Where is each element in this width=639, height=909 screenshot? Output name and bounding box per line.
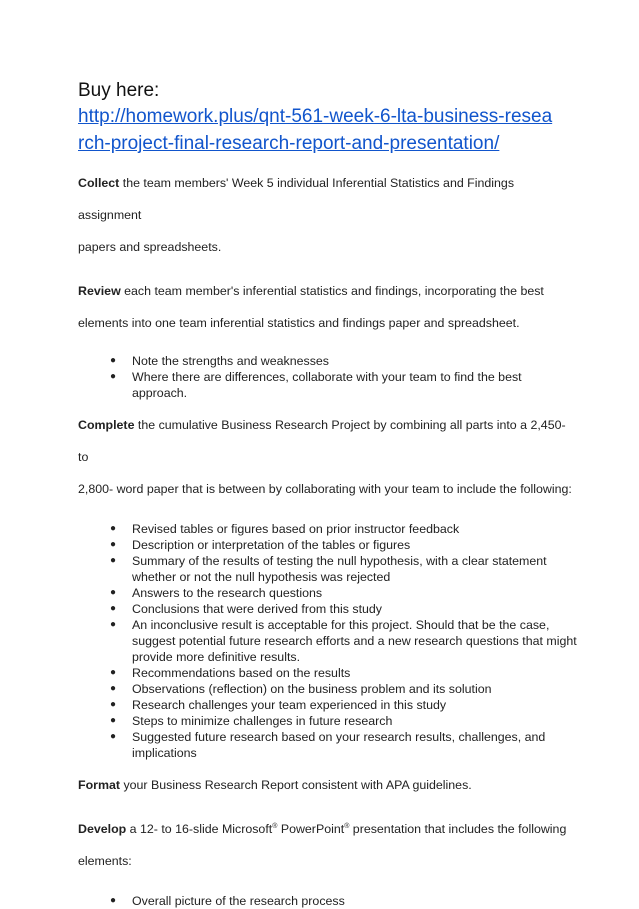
develop-paragraph: Develop a 12- to 16-slide Microsoft® PowerPoint® presentation that includes the following elements: (78, 822, 567, 868)
list-item: ● Revised tables or figures based on prior instructor feedback (110, 522, 460, 536)
bullet-icon: ● (110, 539, 117, 550)
develop-text-line2: elements: (78, 854, 132, 868)
registered-mark: ® (272, 822, 278, 830)
develop-bullet-list (78, 893, 578, 909)
complete-text-line2: 2,800- word paper that is between by collaborating with your team to include the following: (78, 482, 572, 496)
list-item: ● Research challenges your team experienced in this study (110, 698, 447, 712)
bullet-icon: ● (110, 355, 117, 366)
list-item: ● Answers to the research questions (110, 586, 323, 600)
list-item: ● Steps to minimize challenges in future research (110, 714, 393, 728)
collect-text-line2: papers and spreadsheets. (78, 240, 222, 254)
bullet-icon: ● (110, 731, 117, 742)
develop-bold: Develop (78, 822, 127, 836)
complete-paragraph (78, 409, 578, 505)
list-item: ● Note the strengths and weaknesses (110, 354, 329, 368)
complete-text: the cumulative Business Research Project by combining all parts into a 2,450- to (78, 418, 566, 464)
format-bold: Format (78, 778, 120, 792)
format-text: your Business Research Report consistent with APA guidelines. (120, 778, 472, 792)
review-bold: Review (78, 284, 121, 298)
complete-bold: Complete (78, 418, 135, 432)
review-text-line2: elements into one team inferential statistics and findings paper and spreadsheet. (78, 316, 520, 330)
review-paragraph (78, 275, 578, 339)
complete-bullet-list (78, 521, 578, 761)
list-item: ● Suggested future research based on your research results, challenges, and implications (110, 730, 546, 760)
bullet-icon: ● (110, 683, 117, 694)
link-line-1[interactable]: http://homework.plus/qnt-561-week-6-lta-business-resea (78, 106, 553, 127)
bullet-icon: ● (110, 895, 117, 906)
list-item: ● Conclusions that were derived from this study (110, 602, 382, 616)
list-item: ● Recommendations based on the results (110, 666, 351, 680)
buy-heading: Buy here: (78, 80, 160, 101)
list-item: ● An inconclusive result is acceptable for this project. Should that be the case, suggest potential future research efforts and a new research questions that might provide more definitive results. (110, 618, 577, 664)
registered-mark: ® (344, 822, 350, 830)
bullet-icon: ● (110, 667, 117, 678)
bullet-icon: ● (110, 523, 117, 534)
collect-paragraph (78, 167, 578, 263)
list-item: ● Where there are differences, collaborate with your team to find the best approach. (110, 370, 522, 400)
list-item: ● Summary of the results of testing the null hypothesis, with a clear statement whether or not the null hypothesis was rejected (110, 554, 547, 584)
bullet-icon: ● (110, 619, 117, 630)
link-line-2[interactable]: rch-project-final-research-report-and-presentation/ (78, 133, 500, 154)
bullet-icon: ● (110, 699, 117, 710)
review-bullet-list (78, 353, 578, 401)
product-link[interactable] (78, 103, 568, 157)
review-text: each team member's inferential statistics and findings, incorporating the best (120, 284, 544, 298)
collect-text: the team members' Week 5 individual Inferential Statistics and Findings assignment (78, 176, 515, 222)
bullet-icon: ● (110, 715, 117, 726)
format-paragraph (78, 769, 578, 801)
bullet-icon: ● (110, 555, 117, 566)
list-item: ● Overall picture of the research process (110, 894, 345, 908)
list-item: ● Description or interpretation of the tables or figures (110, 538, 411, 552)
bullet-icon: ● (110, 587, 117, 598)
document-page (78, 78, 578, 909)
bullet-icon: ● (110, 371, 117, 382)
list-item: ● Observations (reflection) on the business problem and its solution (110, 682, 492, 696)
bullet-icon: ● (110, 603, 117, 614)
collect-bold: Collect (78, 176, 120, 190)
